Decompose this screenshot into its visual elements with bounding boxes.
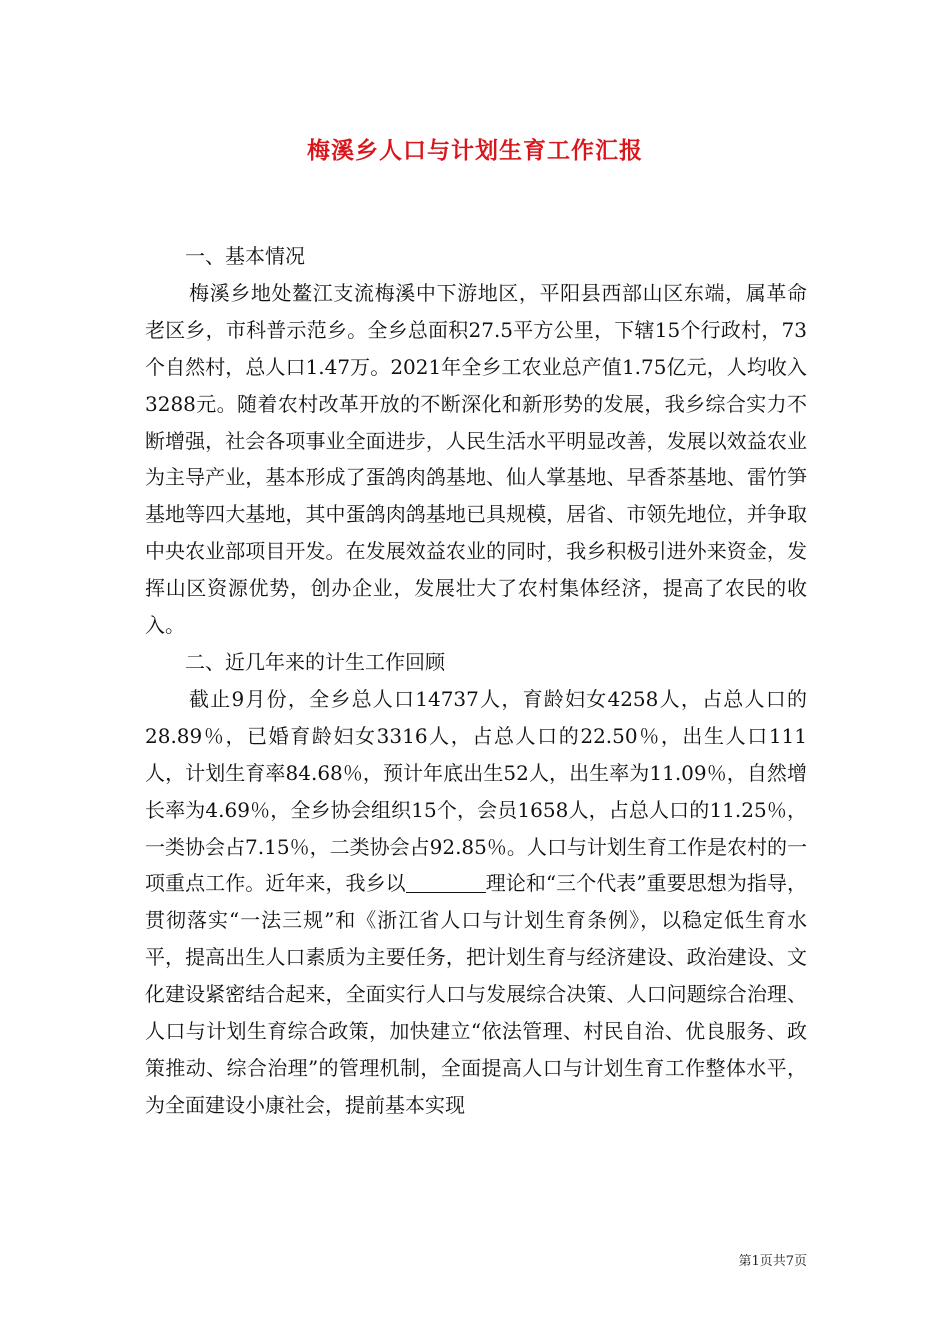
section-heading-basic-info: 一、基本情况 — [185, 244, 305, 268]
document-title: 梅溪乡人口与计划生育工作汇报 — [307, 137, 643, 164]
paragraph-basic-info: 梅溪乡地处鳌江支流梅溪中下游地区，平阳县西部山区东端，属革命老区乡，市科普示范乡。全乡总面积27.5平方公里，下辖15个行政村，73个自然村，总人口1.47万。2021年全乡工农业总产值1.75亿元，人均收入3288元。随着农村改革开放的不断深化和新形势的发展，我乡综合实力不断增强，社会各项事业全面进步，人民生活水平明显改善，发展以效益农业为主导产业，基本形成了蛋鸽肉鸽基地、仙人掌基地、早香茶基地、雷竹笋基地等四大基地，其中蛋鸽肉鸽基地已具规模，居省、市领先地位，并争取中央农业部项目开发。在发展效益农业的同时，我乡积极引进外来资金，发挥山区资源优势，创办企业，发展壮大了农村集体经济，提高了农民的收入。 — [145, 280, 807, 638]
paragraph-review — [145, 681, 807, 1124]
paragraph-review-part2: 理论和“三个代表”重要思想为指导，贯彻落实“一法三规”和《浙江省人口与计划生育条例》，以稳定低生育水平，提高出生人口素质为主要任务，把计划生育与经济建设、政治建设、文化建设紧密结合起来，全面实行人口与发展综合决策、人口问题综合治理、人口与计划生育综合政策，加快建立“依法管理、村民自治、优良服务、政策推动、综合治理”的管理机制，全面提高人口与计划生育工作整体水平，为全面建设小康社会，提前基本实现 — [145, 871, 807, 1117]
page-number: 第1页共7页 — [738, 1254, 807, 1269]
paragraph-review-part1: 截止9月份，全乡总人口14737人，育龄妇女4258人，占总人口的28.89％，已婚育龄妇女3316人，占总人口的22.50％，出生人口111人，计划生育率84.68％，预计年底出生52人，出生率为11.09％，自然增长率为4.69％，全乡协会组织15个，会员1658人，占总人口的11.25％，一类协会占7.15％，二类协会占92.85％。人口与计划生育工作是农村的一项重点工作。近年来，我乡以 — [145, 686, 807, 896]
document-body — [145, 238, 807, 1124]
blank-underline — [406, 872, 486, 893]
section-heading-review: 二、近几年来的计生工作回顾 — [185, 649, 445, 674]
